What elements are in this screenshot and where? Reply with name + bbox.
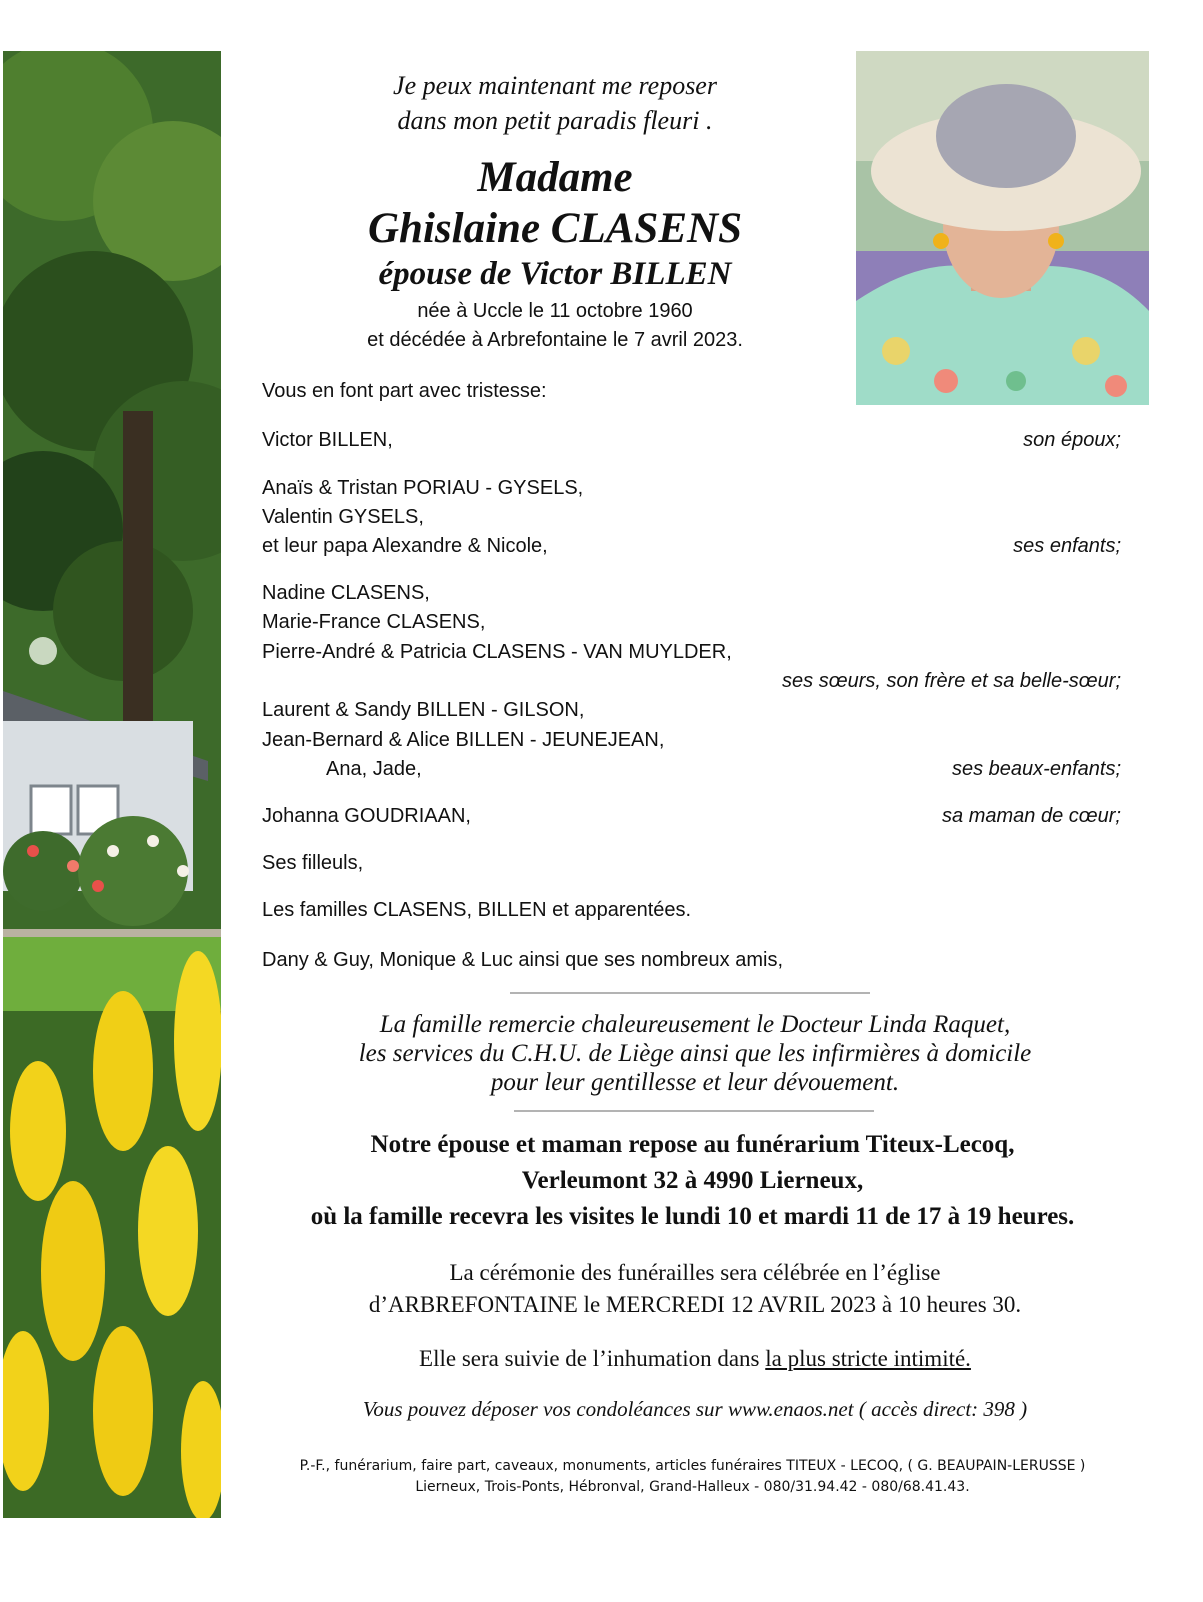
announcement-intro: Vous en font part avec tristesse: [262, 380, 547, 402]
family-member: Laurent & Sandy BILLEN - GILSON, [262, 699, 585, 721]
epitaph-line-2: dans mon petit paradis fleuri . [397, 106, 713, 135]
relationship-label: sa maman de cœur; [942, 805, 1121, 827]
burial-line [260, 1343, 1130, 1375]
condolences-line: Vous pouvez déposer vos condoléances sur www.enaos.net ( accès direct: 398 ) [362, 1397, 1028, 1421]
epitaph-line-1: Je peux maintenant me reposer [393, 71, 717, 100]
family-member: Anaïs & Tristan PORIAU - GYSELS, [262, 477, 584, 499]
family-member: Jean-Bernard & Alice BILLEN - JEUNEJEAN, [262, 729, 665, 751]
funeral-home-footer-line-1: P.-F., funérarium, faire part, caveaux, monuments, articles funéraires TITEUX - LECOQ, ( G. BEAUPAIN-LERUSSE ) [299, 1458, 1086, 1474]
funerarium-line-3: où la famille recevra les visites le lundi 10 et mardi 11 de 17 à 19 heures. [310, 1203, 1075, 1230]
garden-photo [3, 51, 221, 1518]
thanks-line-1: La famille remercie chaleureusement le Docteur Linda Raquet, [379, 1011, 1011, 1038]
relationship-label: ses beaux-enfants; [952, 758, 1121, 780]
birth-line: née à Uccle le 11 octobre 1960 [417, 300, 693, 322]
family-member: Marie-France CLASENS, [262, 611, 486, 633]
burial-text: Elle sera suivie de l’inhumation dans [419, 1346, 766, 1371]
family-member: Nadine CLASENS, [262, 582, 430, 604]
family-member: et leur papa Alexandre & Nicole, [262, 535, 548, 557]
relationship-label: ses sœurs, son frère et sa belle-sœur; [782, 670, 1121, 692]
family-member: Pierre-André & Patricia CLASENS - VAN MUYLDER, [262, 641, 732, 663]
family-member: Valentin GYSELS, [262, 506, 424, 528]
funerarium-line-1: Notre épouse et maman repose au funérarium Titeux-Lecoq, [370, 1131, 1015, 1158]
family-member: Dany & Guy, Monique & Luc ainsi que ses nombreux amis, [262, 949, 783, 971]
spouse-line: épouse de Victor BILLEN [378, 256, 732, 292]
thanks-line-2: les services du C.H.U. de Liège ainsi que les infirmières à domicile [358, 1040, 1032, 1067]
thanks-line-3: pour leur gentillesse et leur dévouement. [490, 1069, 900, 1096]
portrait-photo [856, 51, 1149, 405]
family-member: Johanna GOUDRIAAN, [262, 805, 471, 827]
family-member: Ana, Jade, [326, 758, 422, 780]
ceremony-line-2: d’ARBREFONTAINE le MERCREDI 12 AVRIL 2023 à 10 heures 30. [368, 1292, 1022, 1317]
relationship-label: son époux; [1023, 429, 1121, 451]
family-member: Les familles CLASENS, BILLEN et apparentées. [262, 899, 692, 921]
death-line: et décédée à Arbrefontaine le 7 avril 2023. [367, 329, 743, 351]
family-member: Ses filleuls, [262, 852, 364, 874]
ceremony-line-1: La cérémonie des funérailles sera célébrée en l’église [449, 1260, 941, 1285]
burial-intimacy: la plus stricte intimité. [765, 1346, 971, 1371]
funerarium-line-2: Verleumont 32 à 4990 Lierneux, [521, 1167, 864, 1194]
deceased-name: Ghislaine CLASENS [368, 205, 742, 252]
honorific-title: Madame [477, 154, 633, 201]
family-member: Victor BILLEN, [262, 429, 393, 451]
divider [510, 992, 870, 994]
divider [514, 1110, 874, 1112]
relationship-label: ses enfants; [1013, 535, 1121, 557]
funeral-home-footer-line-2: Lierneux, Trois-Ponts, Hébronval, Grand-Halleux - 080/31.94.42 - 080/68.41.43. [415, 1479, 970, 1495]
